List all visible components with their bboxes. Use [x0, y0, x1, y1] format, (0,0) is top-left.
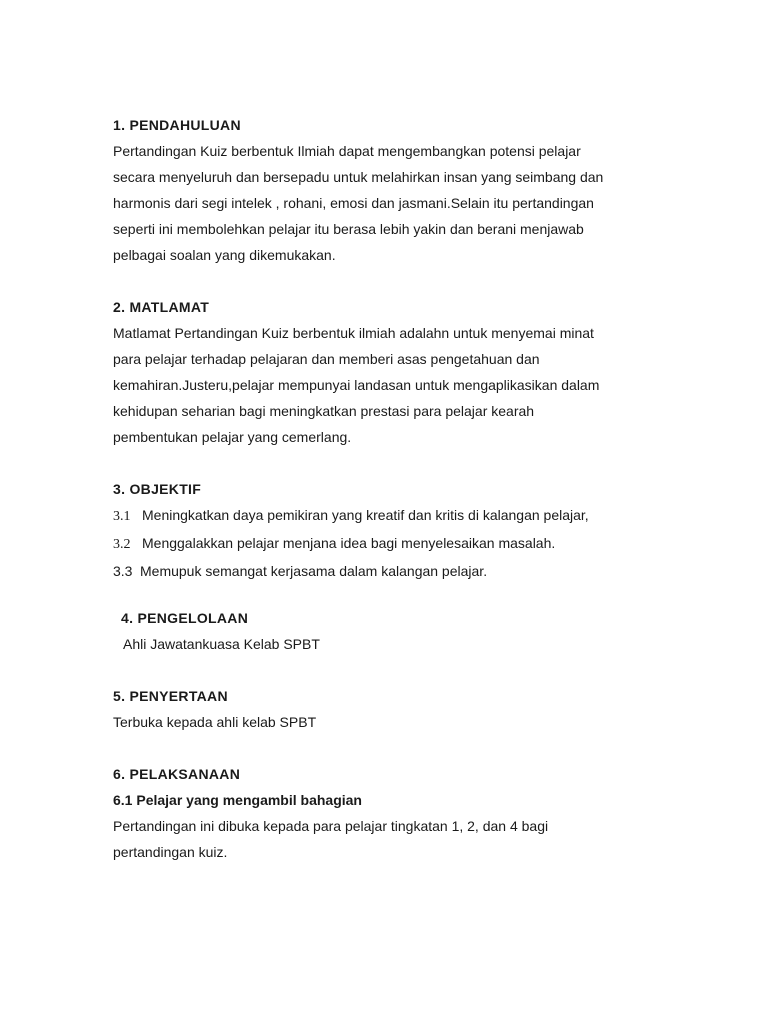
section-penyertaan [113, 683, 653, 735]
section-heading: 1. PENDAHULUAN [113, 117, 241, 133]
paragraph-line: harmonis dari segi intelek , rohani, emosi dan jasmani.Selain itu pertandingan [113, 195, 594, 211]
section-heading: 4. PENGELOLAAN [121, 610, 249, 626]
section-paragraph [113, 813, 653, 865]
paragraph-line: Matlamat Pertandingan Kuiz berbentuk ilmiah adalahn untuk menyemai minat [113, 325, 594, 341]
paragraph-line: pelbagai soalan yang dikemukakan. [113, 247, 336, 263]
objective-item [113, 502, 653, 530]
paragraph-line: kemahiran.Justeru,pelajar mempunyai landasan untuk mengaplikasikan dalam [113, 377, 600, 393]
objective-number: 3.2 [113, 537, 131, 552]
section-matlamat [113, 294, 653, 450]
section-paragraph: Ahli Jawatankuasa Kelab SPBT [123, 636, 320, 652]
objective-number: 3.1 [113, 509, 131, 524]
paragraph-line: seperti ini membolehkan pelajar itu berasa lebih yakin dan berani menjawab [113, 221, 584, 237]
section-pengelolaan [113, 605, 661, 657]
objective-item [113, 558, 653, 584]
paragraph-line: pertandingan kuiz. [113, 844, 228, 860]
section-heading: 2. MATLAMAT [113, 299, 210, 315]
paragraph-line: Pertandingan ini dibuka kepada para pelajar tingkatan 1, 2, dan 4 bagi [113, 818, 549, 834]
paragraph-line: pembentukan pelajar yang cemerlang. [113, 429, 352, 445]
paragraph-line: Pertandingan Kuiz berbentuk Ilmiah dapat mengembangkan potensi pelajar [113, 143, 581, 159]
section-heading: 6. PELAKSANAAN [113, 766, 241, 782]
objective-item [113, 530, 653, 558]
section-subheading: 6.1 Pelajar yang mengambil bahagian [113, 792, 362, 808]
objective-number: 3.3 [113, 563, 133, 579]
section-objektif [113, 476, 653, 584]
paragraph-line: secara menyeluruh dan bersepadu untuk melahirkan insan yang seimbang dan [113, 169, 604, 185]
paragraph-line: kehidupan seharian bagi meningkatkan prestasi para pelajar kearah [113, 403, 535, 419]
section-pelaksanaan [113, 761, 653, 865]
section-paragraph: Terbuka kepada ahli kelab SPBT [113, 714, 317, 730]
section-pendahuluan [113, 112, 653, 268]
section-heading: 3. OBJEKTIF [113, 481, 202, 497]
objective-text: Meningkatkan daya pemikiran yang kreatif dan kritis di kalangan pelajar, [142, 507, 589, 523]
section-paragraph [113, 138, 653, 268]
objective-text: Menggalakkan pelajar menjana idea bagi menyelesaikan masalah. [142, 535, 556, 551]
paragraph-line: para pelajar terhadap pelajaran dan memberi asas pengetahuan dan [113, 351, 540, 367]
objective-text: Memupuk semangat kerjasama dalam kalangan pelajar. [140, 563, 488, 579]
section-paragraph [113, 320, 653, 450]
section-heading: 5. PENYERTAAN [113, 688, 228, 704]
